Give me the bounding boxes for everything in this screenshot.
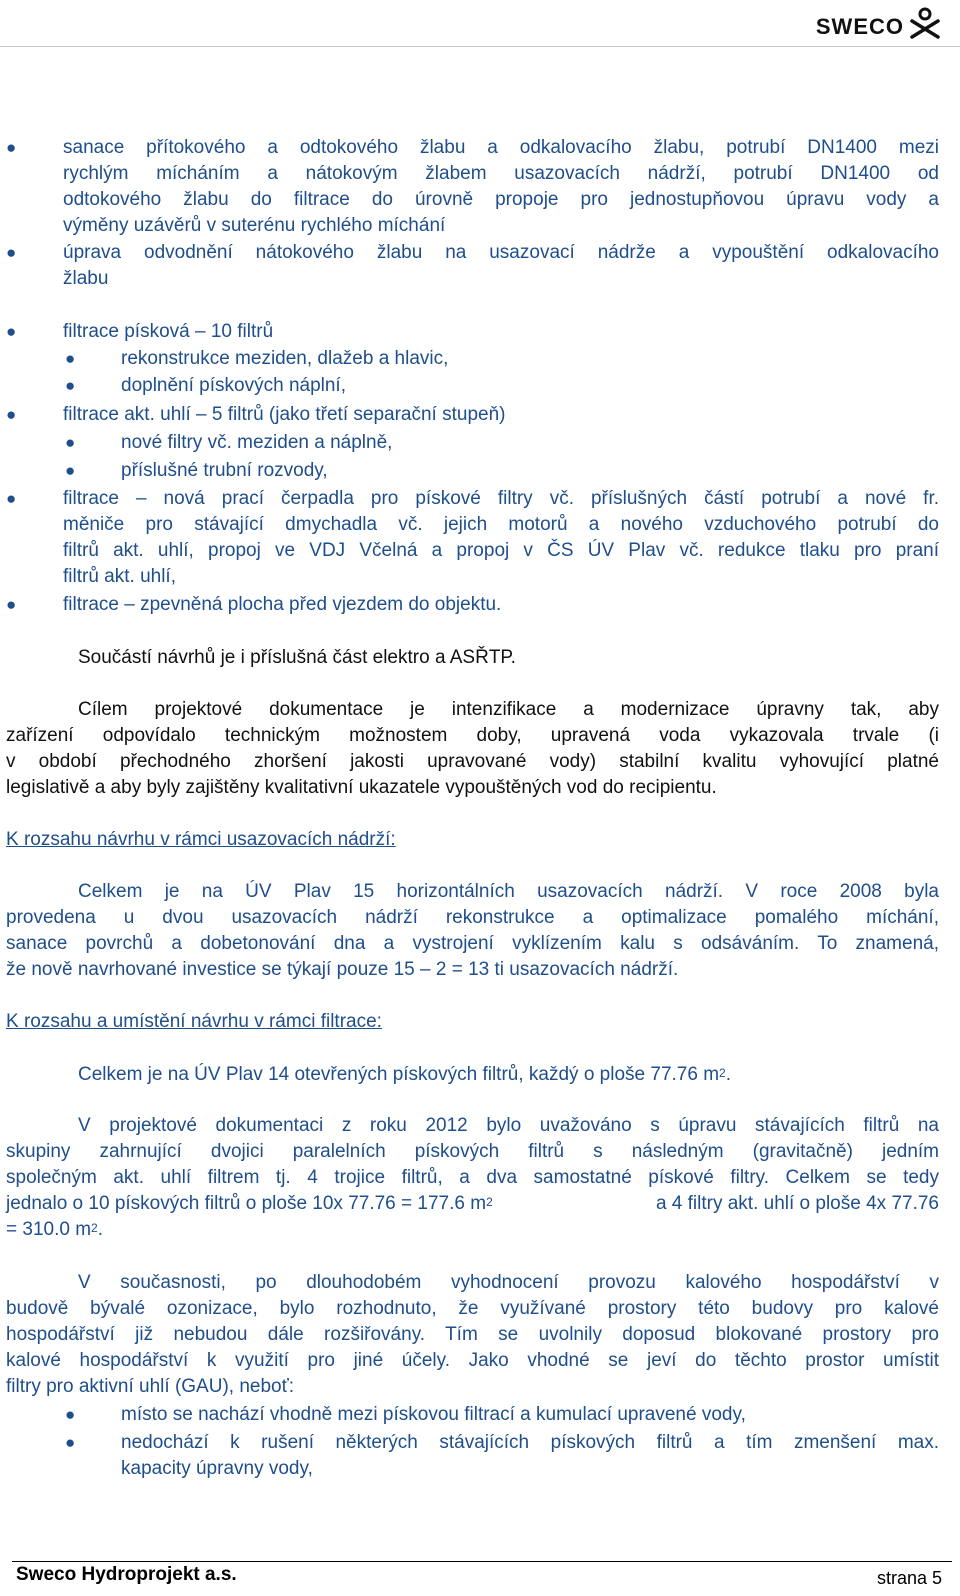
header-rule [0, 46, 960, 47]
footer-company: Sweco Hydroprojekt a.s. [16, 1564, 237, 1585]
bullet-dot-icon: ● [65, 461, 76, 480]
bullet-dot-icon: ● [6, 489, 17, 508]
bullet-dot-icon: ● [65, 1433, 76, 1452]
bullet-dot-icon: ● [6, 243, 17, 262]
bullet-dot-icon: ● [65, 1405, 76, 1424]
sweco-logo-icon [908, 7, 942, 41]
bullet-dot-icon: ● [6, 138, 17, 157]
bullet-dot-icon: ● [65, 349, 76, 368]
bullet-dot-icon: ● [6, 595, 17, 614]
bullet-dot-icon: ● [65, 376, 76, 395]
sweco-logo [816, 6, 942, 42]
brand-name: SWECO [815, 14, 904, 39]
bullet-dot-icon: ● [65, 433, 76, 452]
page-number: strana 5 [876, 1568, 942, 1588]
bullet-dot-icon: ● [6, 405, 17, 424]
bullet-dot-icon: ● [6, 322, 17, 341]
